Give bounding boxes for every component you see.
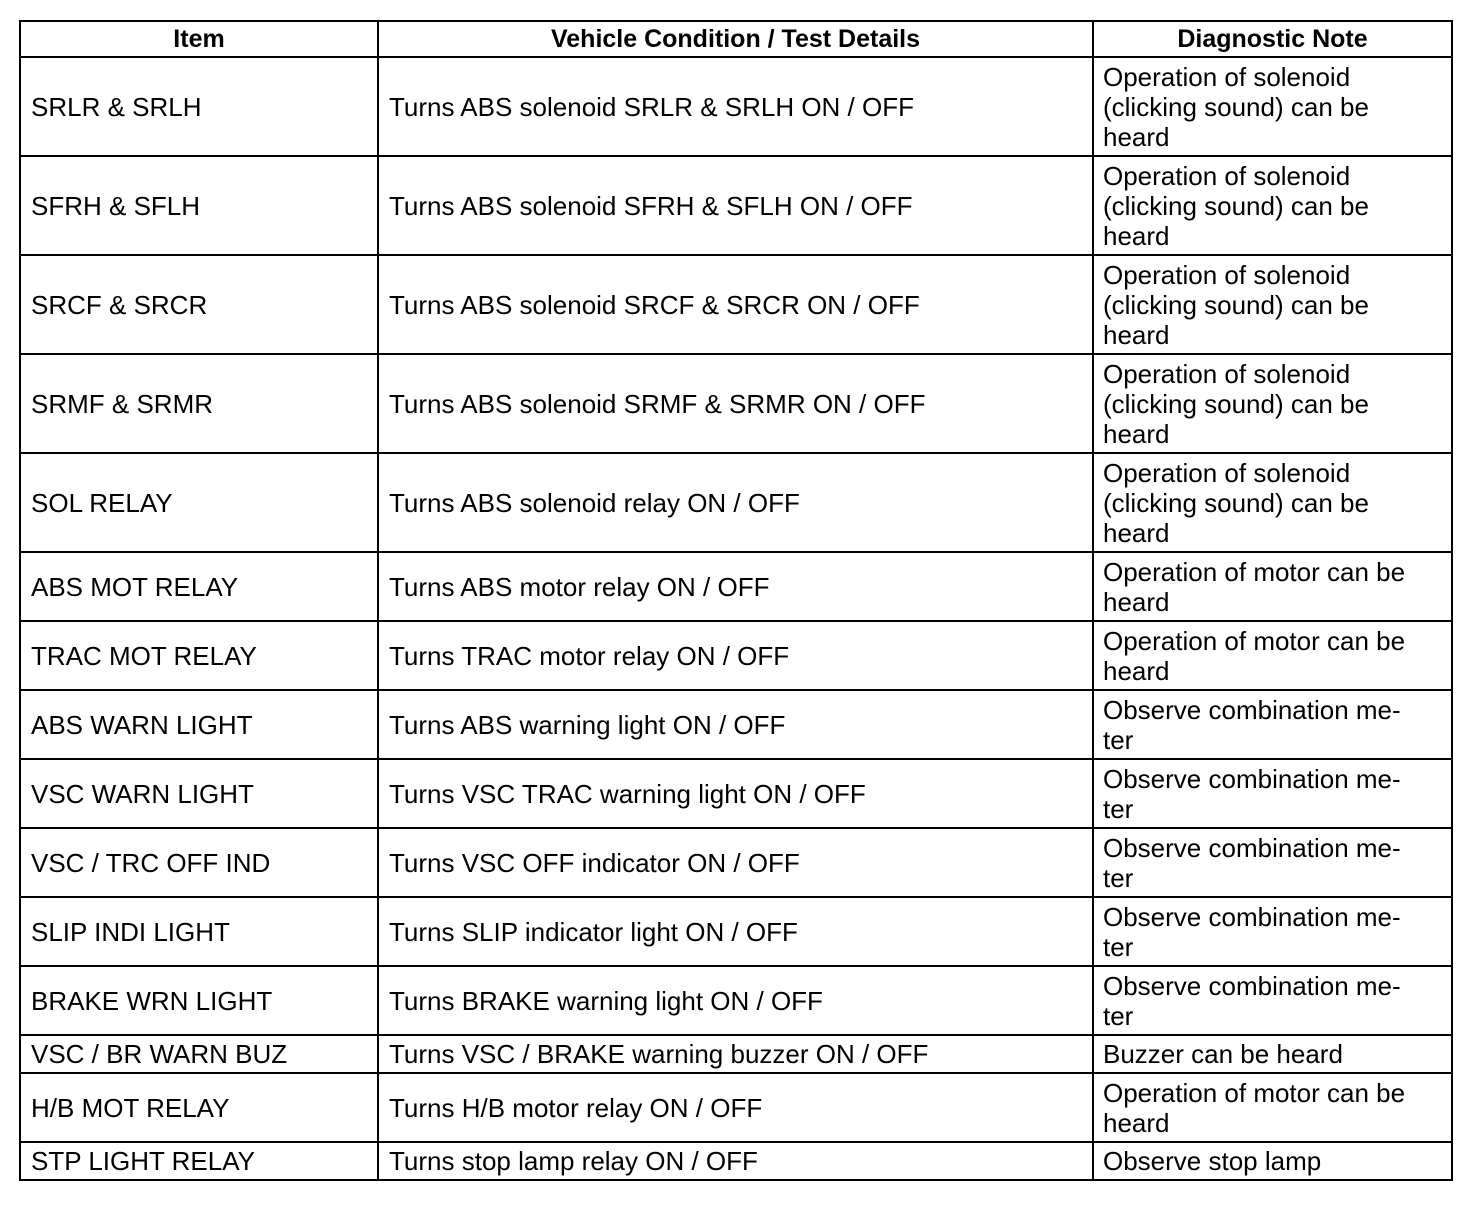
cell-note: Operation of solenoid (clicking sound) can be heard <box>1093 156 1452 255</box>
cell-condition: Turns ABS solenoid SRMF & SRMR ON / OFF <box>378 354 1093 453</box>
table-row <box>20 1073 1452 1142</box>
cell-item: SOL RELAY <box>20 453 378 552</box>
cell-condition: Turns H/B motor relay ON / OFF <box>378 1073 1093 1142</box>
cell-item: SRLR & SRLH <box>20 57 378 156</box>
header-condition: Vehicle Condition / Test Details <box>378 21 1093 57</box>
cell-item: STP LIGHT RELAY <box>20 1142 378 1180</box>
cell-item: VSC / TRC OFF IND <box>20 828 378 897</box>
cell-note: Operation of solenoid (clicking sound) can be heard <box>1093 57 1452 156</box>
cell-condition: Turns VSC OFF indicator ON / OFF <box>378 828 1093 897</box>
cell-condition: Turns ABS solenoid SRLR & SRLH ON / OFF <box>378 57 1093 156</box>
table-row <box>20 156 1452 255</box>
header-note: Diagnostic Note <box>1093 21 1452 57</box>
cell-note: Observe combination me- ter <box>1093 828 1452 897</box>
active-test-table <box>19 20 1453 1181</box>
table-row <box>20 354 1452 453</box>
table-row <box>20 897 1452 966</box>
cell-condition: Turns VSC TRAC warning light ON / OFF <box>378 759 1093 828</box>
table-row <box>20 255 1452 354</box>
table-row <box>20 552 1452 621</box>
cell-item: ABS WARN LIGHT <box>20 690 378 759</box>
cell-note: Operation of solenoid (clicking sound) can be heard <box>1093 255 1452 354</box>
cell-note: Operation of solenoid (clicking sound) can be heard <box>1093 354 1452 453</box>
cell-condition: Turns ABS warning light ON / OFF <box>378 690 1093 759</box>
cell-condition: Turns ABS solenoid relay ON / OFF <box>378 453 1093 552</box>
table-row <box>20 57 1452 156</box>
active-test-table-container <box>19 20 1453 1181</box>
cell-note: Observe combination me- ter <box>1093 690 1452 759</box>
cell-note: Observe combination me- ter <box>1093 759 1452 828</box>
table-header-row <box>20 21 1452 57</box>
cell-item: BRAKE WRN LIGHT <box>20 966 378 1035</box>
cell-condition: Turns VSC / BRAKE warning buzzer ON / OFF <box>378 1035 1093 1073</box>
header-item: Item <box>20 21 378 57</box>
cell-note: Observe combination me- ter <box>1093 897 1452 966</box>
cell-condition: Turns ABS solenoid SFRH & SFLH ON / OFF <box>378 156 1093 255</box>
table-row <box>20 621 1452 690</box>
cell-item: SRCF & SRCR <box>20 255 378 354</box>
table-row <box>20 828 1452 897</box>
cell-item: SRMF & SRMR <box>20 354 378 453</box>
cell-item: H/B MOT RELAY <box>20 1073 378 1142</box>
cell-note: Operation of motor can be heard <box>1093 1073 1452 1142</box>
cell-condition: Turns TRAC motor relay ON / OFF <box>378 621 1093 690</box>
cell-item: ABS MOT RELAY <box>20 552 378 621</box>
cell-condition: Turns stop lamp relay ON / OFF <box>378 1142 1093 1180</box>
cell-note: Operation of motor can be heard <box>1093 552 1452 621</box>
table-row <box>20 1142 1452 1180</box>
cell-note: Observe stop lamp <box>1093 1142 1452 1180</box>
table-row <box>20 1035 1452 1073</box>
table-row <box>20 453 1452 552</box>
cell-item: SFRH & SFLH <box>20 156 378 255</box>
cell-item: TRAC MOT RELAY <box>20 621 378 690</box>
table-row <box>20 759 1452 828</box>
cell-condition: Turns BRAKE warning light ON / OFF <box>378 966 1093 1035</box>
cell-item: VSC / BR WARN BUZ <box>20 1035 378 1073</box>
table-row <box>20 690 1452 759</box>
cell-condition: Turns SLIP indicator light ON / OFF <box>378 897 1093 966</box>
cell-note: Buzzer can be heard <box>1093 1035 1452 1073</box>
table-row <box>20 966 1452 1035</box>
cell-note: Operation of solenoid (clicking sound) can be heard <box>1093 453 1452 552</box>
cell-condition: Turns ABS motor relay ON / OFF <box>378 552 1093 621</box>
cell-condition: Turns ABS solenoid SRCF & SRCR ON / OFF <box>378 255 1093 354</box>
cell-item: VSC WARN LIGHT <box>20 759 378 828</box>
cell-item: SLIP INDI LIGHT <box>20 897 378 966</box>
cell-note: Operation of motor can be heard <box>1093 621 1452 690</box>
cell-note: Observe combination me- ter <box>1093 966 1452 1035</box>
